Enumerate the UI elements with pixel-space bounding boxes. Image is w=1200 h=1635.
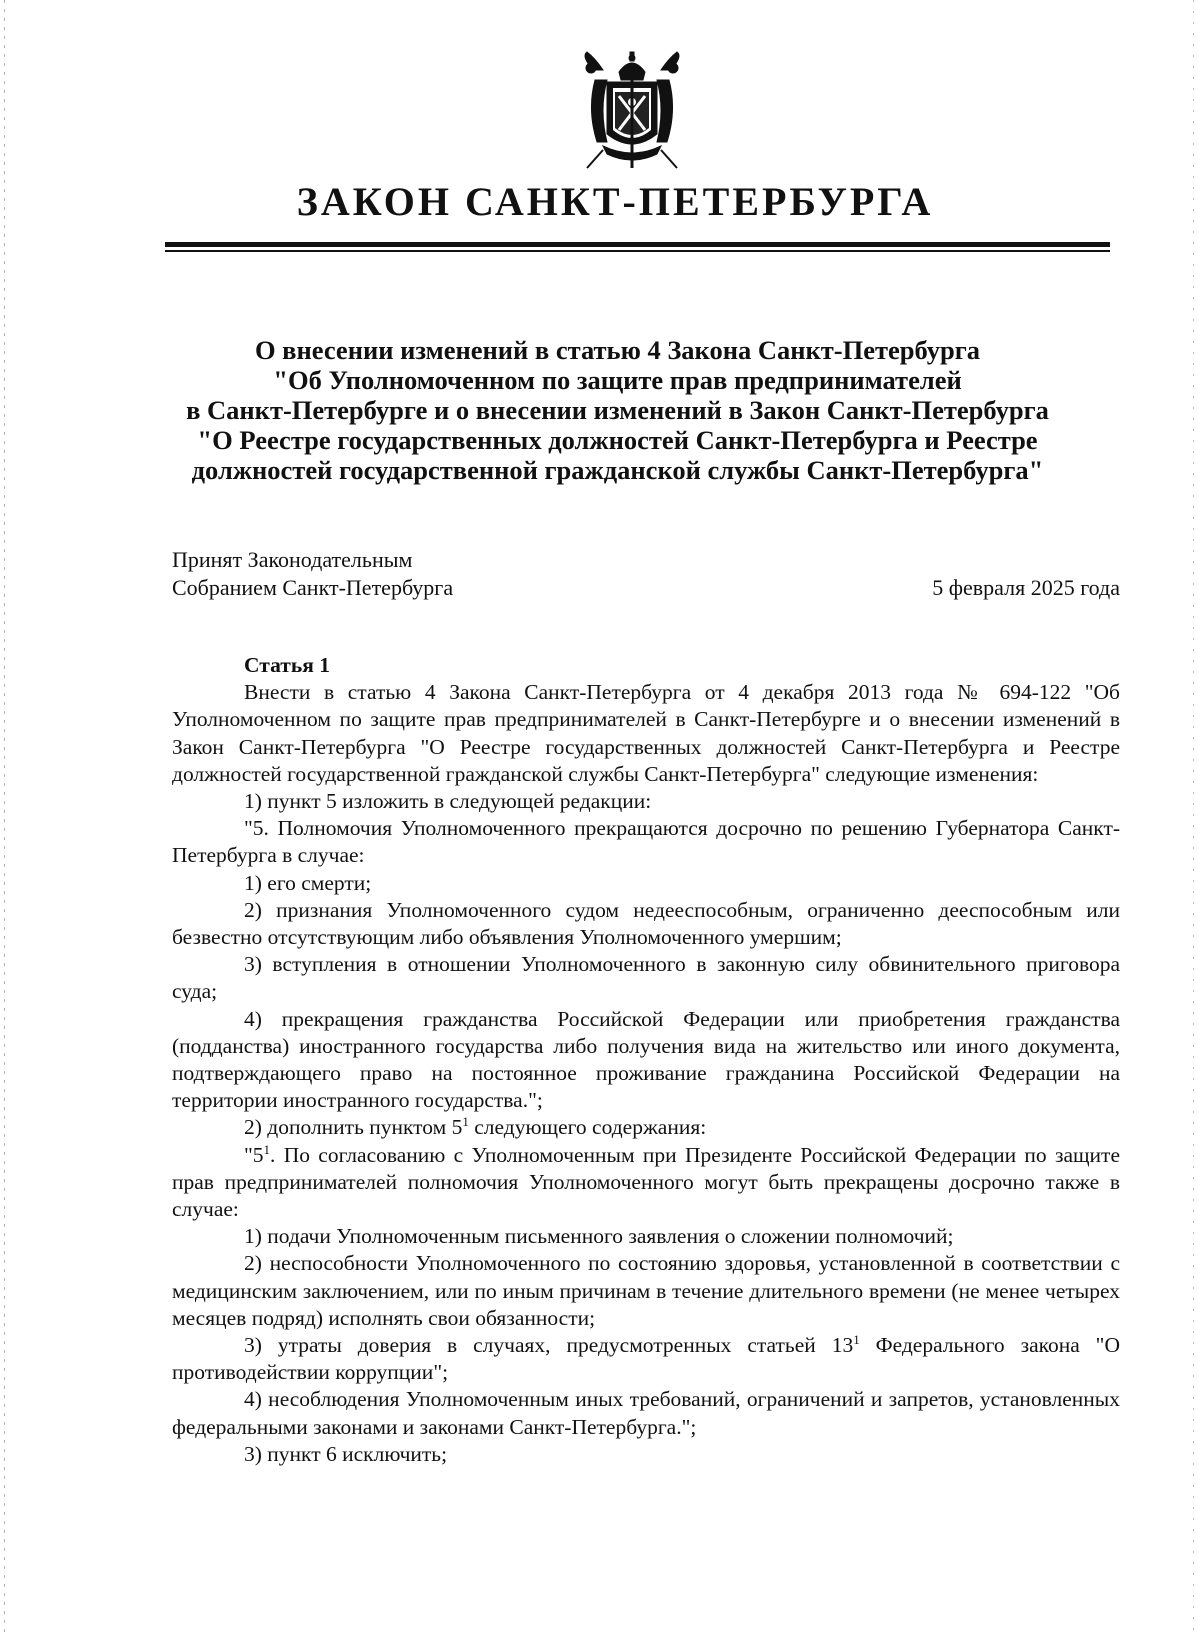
heading-line: "О Реестре государственных должностей Санкт-Петербурга и Реестре <box>197 425 1038 455</box>
document-body <box>172 652 1120 1468</box>
paragraph: 1) подачи Уполномоченным письменного заявления о сложении полномочий; <box>244 1224 954 1249</box>
article-title: Статья 1 <box>244 653 330 677</box>
scan-edge-right <box>1193 0 1194 1635</box>
paragraph: Внести в статью 4 Закона Санкт-Петербурга от 4 декабря 2013 года № 694-122 "Об Уполномоченном по защите прав предпринимателей в Санкт-Петербурге и о внесении изменений в Закон Санкт-Петербурга "О Реестре государственных должностей Санкт-Петербурга и Реестре должностей государственной гражданской службы Санкт-Петербурга" следующие изменения: <box>172 680 1120 786</box>
heading-line: "Об Уполномоченном по защите прав предпринимателей <box>273 365 962 395</box>
law-title: ЗАКОН САНКТ-ПЕТЕРБУРГА <box>296 179 934 224</box>
adoption-block <box>172 546 453 602</box>
paragraph <box>172 1114 1120 1141</box>
heading-line: должностей государственной гражданской службы Санкт-Петербурга" <box>191 455 1044 485</box>
text-fragment: Федерального закона "О противодействии коррупции"; <box>172 1333 1120 1385</box>
text-fragment: 2) дополнить пунктом 5 <box>244 1115 463 1140</box>
paragraph: 2) признания Уполномоченного судом недееспособным, ограниченно дееспособным или безвестно отсутствующим либо объявления Уполномоченного умершим; <box>172 897 1120 950</box>
text-fragment: следующего содержания: <box>468 1115 707 1140</box>
text-fragment: . По согласованию с Уполномоченным при Президенте Российской Федерации по защите прав предпринимателей полномочия Уполномоченного могут быть прекращены досрочно также в случае: <box>172 1142 1120 1222</box>
adoption-date: 5 февраля 2025 года <box>932 575 1120 600</box>
law-heading <box>150 335 1085 485</box>
paragraph: 3) пункт 6 исключить; <box>244 1441 448 1466</box>
paragraph: 3) вступления в отношении Уполномоченного в законную силу обвинительного приговора суда; <box>172 952 1120 1004</box>
heading-line: О внесении изменений в статью 4 Закона Санкт-Петербурга <box>254 335 981 365</box>
text-fragment: "5 <box>244 1142 264 1167</box>
paragraph: 1) пункт 5 изложить в следующей редакции: <box>244 789 652 814</box>
paragraph <box>172 1142 1120 1224</box>
paragraph: 1) его смерти; <box>244 870 372 895</box>
paragraph: 2) неспособности Уполномоченного по состоянию здоровья, установленной в соответствии с медицинским заключением, или по иным причинам в течение длительного времени (не менее четырех месяцев подряд) исполнять свои обязанности; <box>172 1251 1120 1330</box>
title-rule-thin <box>165 250 1110 252</box>
heading-line: в Санкт-Петербурге и о внесении изменений в Закон Санкт-Петербурга <box>186 395 1049 425</box>
paragraph: 4) несоблюдения Уполномоченным иных требований, ограничений и запретов, установленных федеральными законами и законами Санкт-Петербурга."; <box>172 1387 1120 1439</box>
title-rule-thick <box>165 242 1110 247</box>
paragraph <box>172 1332 1120 1386</box>
superscript: 1 <box>462 1114 469 1130</box>
text-fragment: 3) утраты доверия в случаях, предусмотренных статьей 13 <box>244 1333 854 1358</box>
adoption-line: Собранием Санкт-Петербурга <box>172 575 454 600</box>
coat-of-arms-icon <box>573 50 691 174</box>
superscript: 1 <box>263 1141 271 1157</box>
scan-edge-left <box>4 0 5 1635</box>
paragraph: "5. Полномочия Уполномоченного прекращаются досрочно по решению Губернатора Санкт-Петербурга в случае: <box>172 816 1120 868</box>
superscript: 1 <box>853 1331 860 1347</box>
adoption-line: Принят Законодательным <box>172 547 413 572</box>
paragraph: 4) прекращения гражданства Российской Федерации или приобретения гражданства (подданства) иностранного государства либо получения вида на жительство или иного документа, подтверждающего право на постоянное проживание гражданина Российской Федерации на территории иностранного государства."; <box>172 1006 1120 1113</box>
